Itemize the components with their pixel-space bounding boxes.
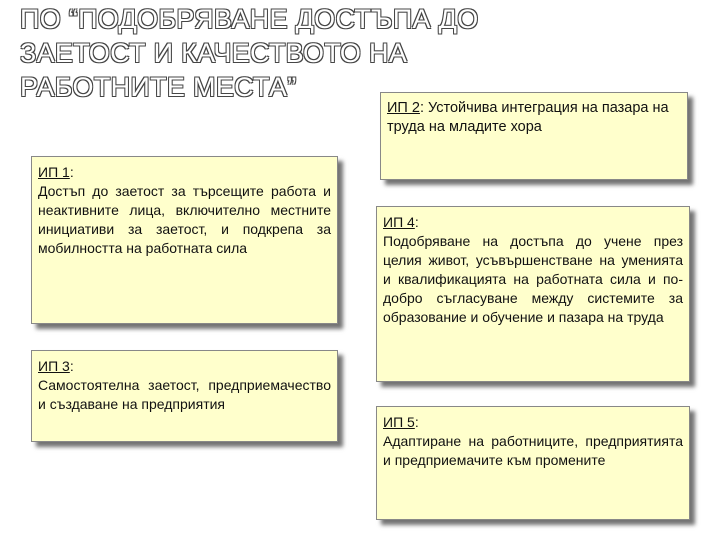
ip2-box bbox=[380, 92, 688, 180]
ip1-label: ИП 1 bbox=[38, 164, 70, 180]
ip1-colon: : bbox=[69, 164, 74, 180]
ip2-text: Устойчива интеграция на пазара на труда на младите хора bbox=[387, 100, 669, 135]
ip3-heading bbox=[38, 357, 331, 376]
ip5-box bbox=[376, 406, 690, 520]
ip3-box bbox=[31, 350, 338, 442]
ip1-heading bbox=[38, 163, 331, 182]
page-title bbox=[20, 2, 580, 104]
ip1-box bbox=[31, 156, 338, 324]
ip4-heading bbox=[383, 213, 683, 232]
ip3-colon: : bbox=[69, 358, 74, 374]
title-line-2: ЗАЕТОСТ И КАЧЕСТВОТО НА bbox=[20, 38, 408, 68]
ip5-text: Адаптиране на работниците, предприятията и предприемачите към промените bbox=[383, 433, 683, 468]
title-line-3: РАБОТНИТЕ МЕСТА” bbox=[20, 72, 297, 102]
ip4-label: ИП 4 bbox=[383, 214, 415, 230]
ip4-box bbox=[376, 206, 690, 382]
ip5-heading bbox=[383, 413, 683, 432]
ip3-label: ИП 3 bbox=[38, 358, 70, 374]
ip3-text: Самостоятелна заетост, предприемачество и създаване на предприятия bbox=[38, 377, 331, 412]
ip4-colon: : bbox=[414, 214, 419, 230]
ip1-text: Достъп до заетост за търсещите работа и неактивните лица, включително местните инициативи за заетост, и подкрепа за мобилността на работната сила bbox=[38, 183, 331, 256]
ip4-text: Подобряване на достъпа до учене през целия живот, усъвършенстване на уменията и квалификацията на работната сила и по-добро съгласуване между системите за образование и обучение и пазара на труда bbox=[383, 233, 683, 325]
ip5-label: ИП 5 bbox=[383, 414, 415, 430]
ip2-colon: : bbox=[419, 100, 424, 116]
title-line-1: ПО “ПОДОБРЯВАНЕ ДОСТЪПА ДО bbox=[20, 4, 479, 34]
ip2-label: ИП 2 bbox=[387, 100, 420, 116]
ip2-heading bbox=[387, 100, 424, 116]
ip5-colon: : bbox=[414, 414, 419, 430]
